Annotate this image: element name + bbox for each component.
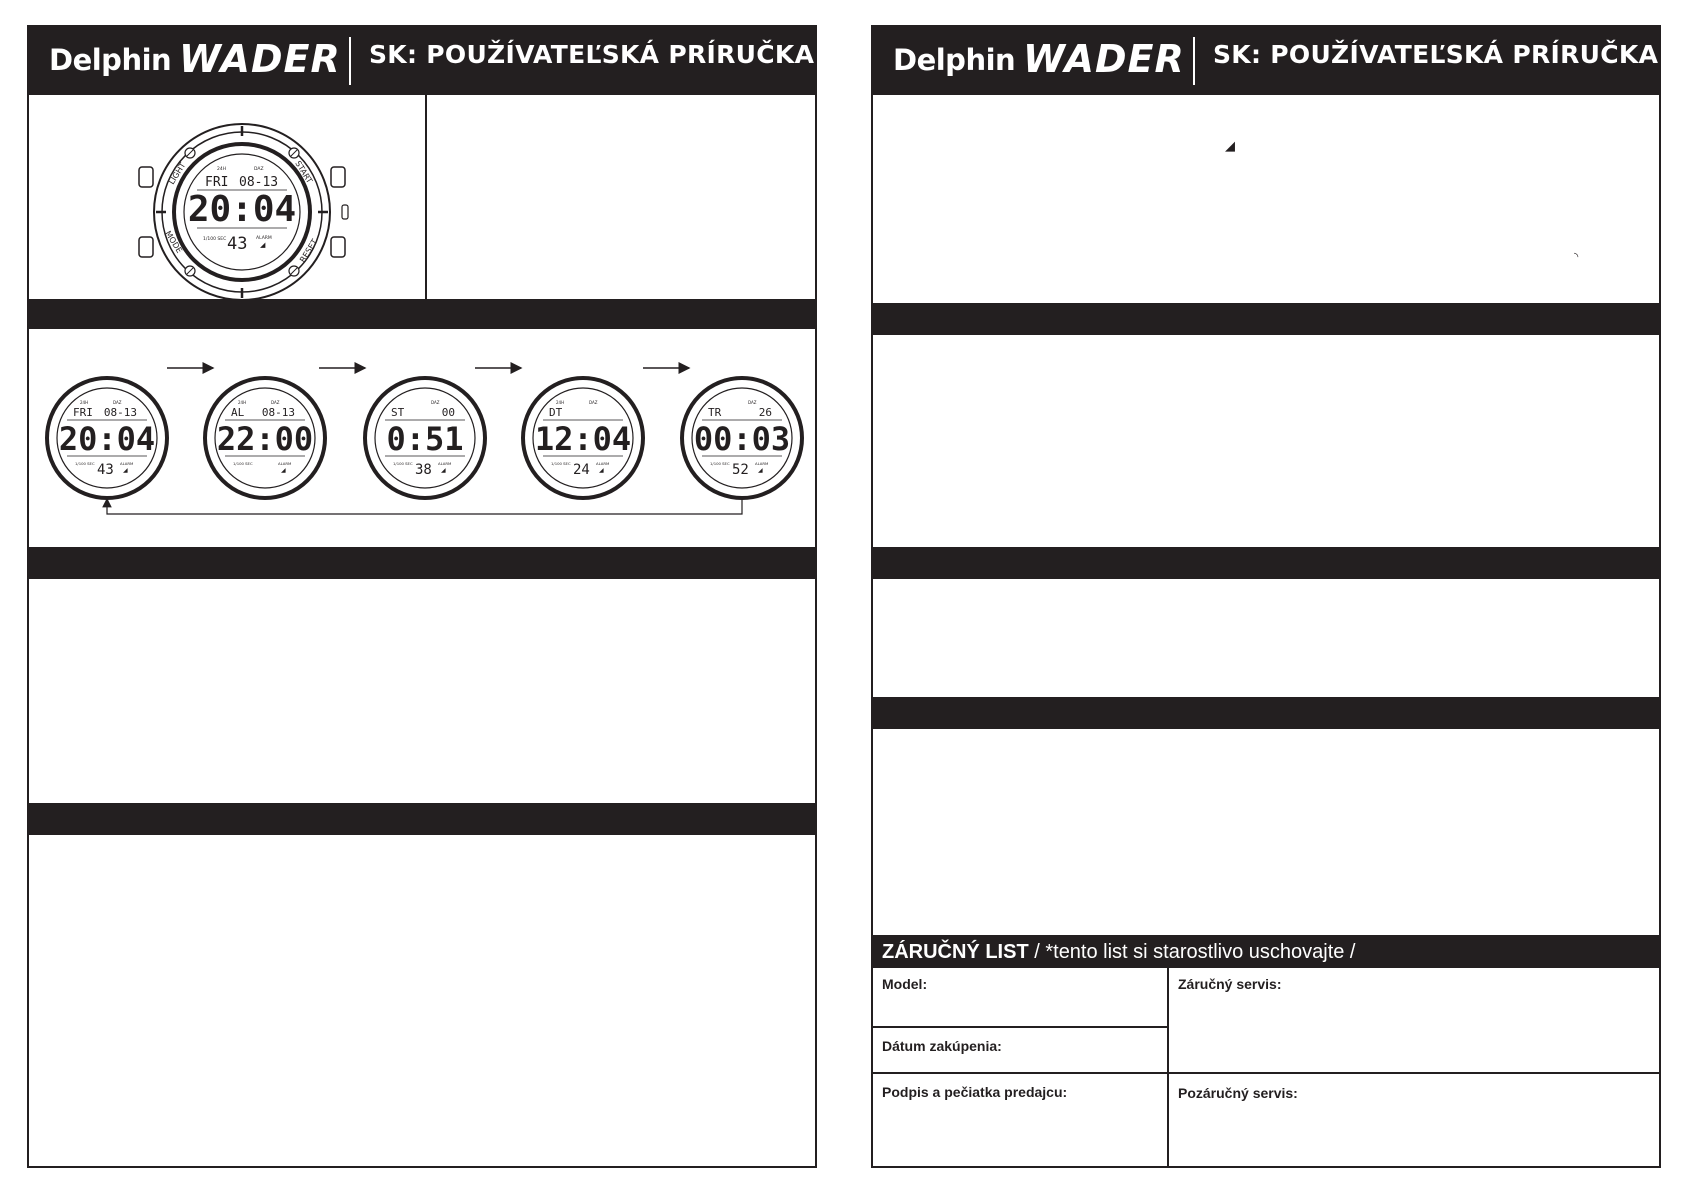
section-bar-3 [873, 697, 1659, 729]
warranty-title-bold: ZÁRUČNÝ LIST [882, 941, 1029, 963]
warranty-title [882, 941, 1355, 964]
right-page [871, 25, 1661, 1168]
24h-indicator: 24H [217, 167, 227, 172]
lcd-date: 08-13 [239, 175, 279, 190]
lcd-time: 22:00 [216, 420, 314, 458]
warranty-title-note: / *tento list si starostlivo uschovajte / [1034, 941, 1356, 963]
mode-button[interactable] [139, 237, 153, 257]
top-section-divider [425, 95, 427, 321]
24h-indicator: 24H [238, 400, 247, 405]
lcd-top-right: 26 [758, 406, 772, 419]
bell-icon: ◢ [260, 241, 266, 249]
lcd-time: 20:04 [187, 189, 297, 230]
mode-sequence [29, 329, 815, 547]
mode-watch-4 [523, 378, 643, 498]
lcd-day: FRI [205, 175, 229, 190]
bell-icon: ◢ [1225, 139, 1235, 154]
signal-icon: ◝ [1574, 250, 1579, 263]
lcd-top-right: 08-13 [103, 406, 137, 419]
daz-indicator: DAZ [254, 167, 264, 172]
reset-label: RESET [298, 237, 320, 265]
page-title: SK: POUŽÍVATEĽSKÁ PRÍRUČKA [1213, 40, 1659, 69]
wader-logo: WADER [179, 37, 341, 81]
lcd-time: 0:51 [386, 420, 464, 458]
mode-watch-5 [682, 378, 802, 498]
alarm-label: ALARM [278, 461, 292, 466]
lcd-seconds: 43 [97, 462, 114, 478]
left-page [27, 25, 817, 1168]
mode-watch-2 [205, 378, 325, 498]
lcd-top-right: 08-13 [261, 406, 295, 419]
seller-signature-label: Podpis a pečiatka predajcu: [882, 1084, 1068, 1100]
lcd-mode: DT [549, 406, 563, 419]
alarm-label: ALARM [438, 461, 452, 466]
delphin-logo: Delphin [49, 43, 172, 77]
lcd-time: 00:03 [693, 420, 791, 458]
section-bar-1 [29, 299, 815, 329]
lcd-mode: FRI [73, 406, 93, 419]
sec-label: 1/100 SEC [710, 461, 730, 466]
alarm-label: ALARM [755, 461, 769, 466]
wader-logo: WADER [1023, 37, 1185, 81]
light-label: LIGHT [167, 161, 188, 187]
daz-indicator: DAZ [589, 400, 598, 405]
crown [342, 205, 348, 219]
sec-label: 1/100 SEC [393, 461, 413, 466]
warranty-row-divider-2 [873, 1072, 1659, 1074]
sec-label: 1/100 SEC [203, 237, 227, 242]
lcd-mode: AL [231, 406, 245, 419]
page-header [873, 27, 1659, 95]
lcd-mode: ST [391, 406, 405, 419]
watch-illustration [129, 115, 359, 310]
bell-icon: ◢ [599, 467, 604, 474]
section-bar-2 [873, 547, 1659, 579]
page-title: SK: POUŽÍVATEĽSKÁ PRÍRUČKA [369, 40, 815, 69]
lcd-top-right: 00 [441, 406, 455, 419]
bell-icon: ◢ [123, 467, 128, 474]
post-warranty-service-label: Pozáručný servis: [1178, 1085, 1298, 1101]
mode-label: MODE [163, 229, 184, 255]
section-bar-2 [29, 547, 815, 579]
section-bar-1 [873, 303, 1659, 335]
sec-label: 1/100 SEC [233, 461, 253, 466]
mode-watch-1 [47, 378, 167, 498]
daz-indicator: DAZ [271, 400, 280, 405]
purchase-date-label: Dátum zakúpenia: [882, 1038, 1002, 1054]
24h-indicator: 24H [80, 400, 89, 405]
lcd-time: 12:04 [534, 420, 632, 458]
bell-icon: ◢ [281, 467, 286, 474]
warranty-row-divider-1 [873, 1026, 1169, 1028]
mode-watch-3 [365, 378, 485, 498]
light-button[interactable] [139, 167, 153, 187]
lcd-seconds: 43 [227, 234, 248, 254]
lcd-seconds: 24 [573, 462, 590, 478]
lcd-mode: TR [708, 406, 722, 419]
warranty-header [873, 935, 1659, 968]
page-header [29, 27, 815, 95]
alarm-label: ALARM [120, 461, 134, 466]
start-label: START [293, 159, 315, 185]
start-button[interactable] [331, 167, 345, 187]
warranty-service-label: Záručný servis: [1178, 976, 1282, 992]
alarm-label: ALARM [256, 236, 272, 241]
bell-icon: ◢ [441, 467, 446, 474]
warranty-col-divider [1167, 968, 1169, 1168]
lcd-seconds: 52 [732, 462, 749, 478]
lcd-seconds: 38 [415, 462, 432, 478]
sec-label: 1/100 SEC [551, 461, 571, 466]
daz-indicator: DAZ [113, 400, 122, 405]
alarm-label: ALARM [596, 461, 610, 466]
model-label: Model: [882, 976, 928, 992]
header-divider [349, 37, 351, 85]
header-divider [1193, 37, 1195, 85]
daz-indicator: DAZ [748, 400, 757, 405]
section-bar-3 [29, 803, 815, 835]
daz-indicator: DAZ [431, 400, 440, 405]
bell-icon: ◢ [758, 467, 763, 474]
lcd-time: 20:04 [58, 420, 156, 458]
24h-indicator: 24H [556, 400, 565, 405]
sec-label: 1/100 SEC [75, 461, 95, 466]
delphin-logo: Delphin [893, 43, 1016, 77]
reset-button[interactable] [331, 237, 345, 257]
